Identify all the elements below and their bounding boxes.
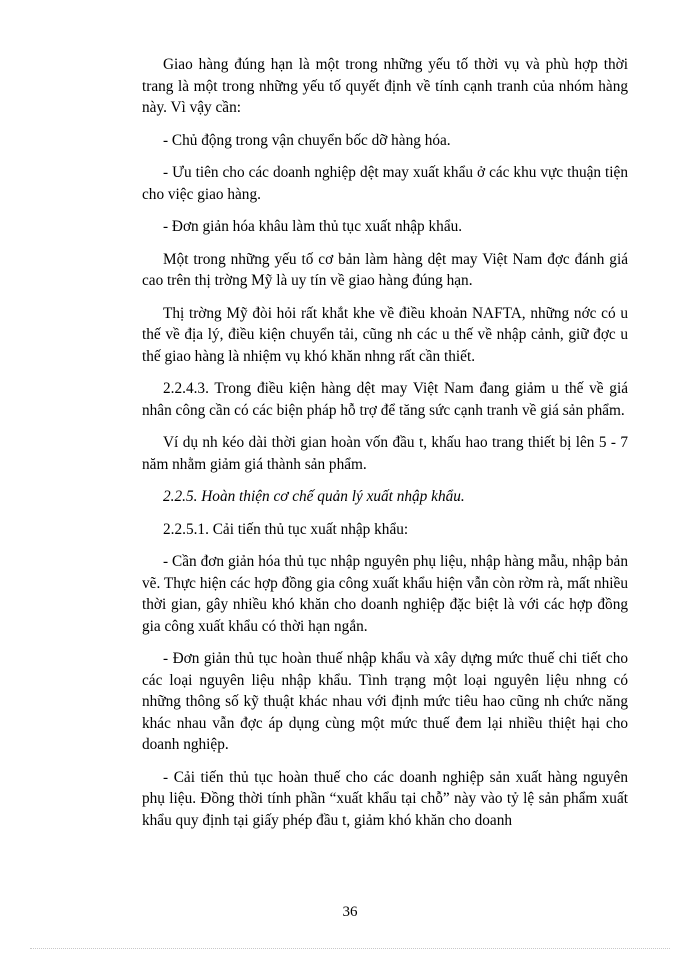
paragraph-us-reputation: Một trong những yếu tố cơ bản làm hàng dệt may Việt Nam đợc đánh giá cao trên thị trờng Mỹ là uy tín về giao hàng đúng hạn.: [142, 250, 628, 289]
bullet-priority-enterprises: - Ưu tiên cho các doanh nghiệp dệt may xuất khẩu ở các khu vực thuận tiện cho việc giao hàng.: [142, 164, 628, 203]
bullet-improve-refund: - Cải tiến thủ tục hoàn thuế cho các doanh nghiệp sản xuất hàng nguyên phụ liệu. Đồng thời tính phần “xuất khẩu tại chỗ” này vào tỷ lệ sản phẩm xuất khẩu quy định tại giấy phép đầu t, giảm khó khăn cho doanh: [142, 768, 628, 829]
section-heading-2-2-5: 2.2.5. Hoàn thiện cơ chế quản lý xuất nhập khẩu.: [163, 488, 465, 505]
bullet-proactive-transport: - Chủ động trong vận chuyển bốc dỡ hàng hóa.: [163, 131, 451, 149]
paragraph-example-depreciation: Ví dụ nh kéo dài thời gian hoàn vốn đầu t, khấu hao trang thiết bị lên 5 - 7 năm nhằm giảm giá thành sản phẩm.: [142, 434, 628, 473]
page-number: 36: [342, 904, 358, 920]
bullet-simplify-import: - Cần đơn giản hóa thủ tục nhập nguyên phụ liệu, nhập hàng mẫu, nhập bản vẽ. Thực hiện các hợp đồng gia công xuất khẩu hiện vẫn còn rờm rà, mất nhiều thời gian, gây nhiều khó khăn cho doanh nghiệp đặc biệt là với các hợp đồng gia công xuất khẩu có thời hạn ngắn.: [142, 553, 628, 635]
page-bottom-divider: [30, 948, 670, 949]
paragraph-2-2-4-3: 2.2.4.3. Trong điều kiện hàng dệt may Việt Nam đang giảm u thế về giá nhân công cần có các biện pháp hỗ trợ để tăng sức cạnh tranh về giá sản phẩm.: [142, 380, 628, 419]
page-body: [142, 54, 628, 842]
paragraph-nafta: Thị trờng Mỹ đòi hỏi rất khắt khe về điều khoản NAFTA, những nớc có u thế về địa lý, điều kiện chuyển tải, cũng nh các u thế về nhập cảnh, giữ đợc u thế giao hàng là nhiệm vụ khó khăn nhng rất cần thiết.: [142, 304, 628, 365]
bullet-simplify-procedures: - Đơn giản hóa khâu làm thủ tục xuất nhập khẩu.: [163, 218, 463, 235]
bullet-tax-refund: - Đơn giản thủ tục hoàn thuế nhập khẩu và xây dựng mức thuế chi tiết cho các loại nguyên liệu nhập khẩu. Tình trạng một loại nguyên liệu nhng có những thông số kỹ thuật khác nhau với định mức tiêu hao cũng nh chức năng khác nhau vẫn đợc áp dụng cùng một mức thuế đem lại nhiều thiệt hại cho doanh nghiệp.: [142, 650, 628, 753]
subheading-2-2-5-1: 2.2.5.1. Cải tiến thủ tục xuất nhập khẩu:: [163, 520, 409, 538]
paragraph-delivery-timeliness: Giao hàng đúng hạn là một trong những yếu tố thời vụ và phù hợp thời trang là một trong những yếu tố quyết định về tính cạnh tranh của nhóm hàng này. Vì vậy cần:: [142, 56, 628, 116]
